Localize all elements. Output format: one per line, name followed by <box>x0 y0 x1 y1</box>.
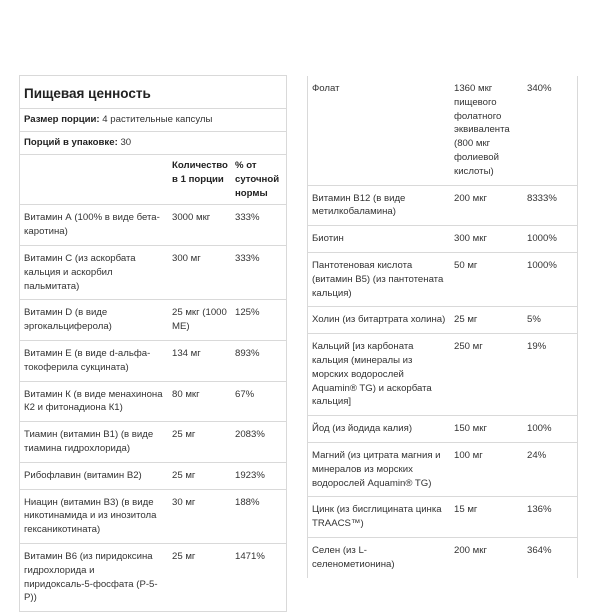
nutrient-daily-value: 24% <box>527 449 547 461</box>
servings-value: 30 <box>120 137 132 148</box>
nutrient-name: Витамин К (в виде менахинона К2 и фитонадиона К1) <box>24 388 163 414</box>
nutrient-name: Витамин С (из аскорбата кальция и аскорбил пальмитата) <box>24 252 136 292</box>
nutrient-amount: 25 мг <box>172 550 196 562</box>
nutrient-daily-value: 1000% <box>527 259 557 271</box>
nutrient-amount: 200 мкг <box>454 192 487 204</box>
header-amount: Количество в 1 порции <box>172 160 228 185</box>
nutrient-row <box>308 186 577 227</box>
nutrient-name: Витамин D (в виде эргокальциферола) <box>24 307 112 333</box>
nutrient-amount: 300 мг <box>172 252 201 264</box>
nutrient-daily-value: 2083% <box>235 429 265 441</box>
nutrient-amount: 80 мкг <box>172 388 200 400</box>
nutrient-name: Цинк (из бисглицината цинка TRAACS™) <box>312 504 442 530</box>
nutrient-list-left <box>20 205 286 611</box>
nutrient-amount: 30 мг <box>172 496 196 508</box>
nutrient-daily-value: 893% <box>235 347 260 359</box>
nutrient-name: Ниацин (витамин В3) (в виде никотинамида и из инозитола гексаникотината) <box>24 496 157 536</box>
nutrient-row <box>20 246 286 300</box>
nutrient-amount: 25 мг <box>172 469 196 481</box>
nutrient-daily-value: 333% <box>235 212 260 224</box>
nutrient-row <box>308 76 577 186</box>
nutrient-amount: 200 мкг <box>454 544 487 556</box>
nutrient-daily-value: 67% <box>235 388 255 400</box>
nutrient-row <box>20 422 286 463</box>
nutrient-amount: 300 мкг <box>454 233 487 245</box>
nutrient-amount: 1360 мкг пищевого фолатного эквивалента (800 мкг фолиевой кислоты) <box>454 83 510 177</box>
nutrient-daily-value: 8333% <box>527 192 557 204</box>
nutrient-name: Витамин Е (в виде d-альфа-токоферила сукцината) <box>24 347 151 373</box>
nutrient-name: Фолат <box>312 83 340 94</box>
nutrient-daily-value: 125% <box>235 307 260 319</box>
header-blank <box>20 155 168 204</box>
servings-per-container <box>20 132 286 155</box>
nutrient-row <box>20 463 286 490</box>
serving-size-value: 4 растительные капсулы <box>102 114 213 125</box>
serving-size <box>20 109 286 132</box>
nutrient-daily-value: 5% <box>527 314 541 326</box>
servings-label: Порций в упаковке: <box>24 137 118 148</box>
nutrient-name: Витамин А (100% в виде бета-каротина) <box>24 212 160 238</box>
nutrient-amount: 100 мг <box>454 449 483 461</box>
nutrient-row <box>308 497 577 538</box>
nutrient-amount: 134 мг <box>172 347 201 359</box>
nutrient-daily-value: 364% <box>527 544 552 556</box>
nutrient-row <box>20 382 286 423</box>
nutrient-daily-value: 333% <box>235 252 260 264</box>
nutrient-daily-value: 1923% <box>235 469 265 481</box>
nutrient-name: Селен (из L-селенометионина) <box>312 544 395 570</box>
nutrient-name: Биотин <box>312 233 344 245</box>
nutrient-daily-value: 188% <box>235 496 260 508</box>
nutrient-name: Магний (из цитрата магния и минералов из морских водорослей Aquamin® TG) <box>312 449 441 489</box>
column-header-row <box>20 155 286 205</box>
nutrient-row <box>308 334 577 416</box>
nutrient-row <box>308 416 577 443</box>
header-daily-value: % от суточной нормы <box>235 160 280 199</box>
nutrient-row <box>308 307 577 334</box>
nutrient-amount: 3000 мкг <box>172 212 211 224</box>
nutrient-daily-value: 136% <box>527 504 552 516</box>
nutrient-daily-value: 100% <box>527 423 552 435</box>
nutrient-row <box>308 538 577 578</box>
nutrient-amount: 25 мг <box>454 314 478 326</box>
nutrient-amount: 150 мкг <box>454 423 487 435</box>
nutrient-row <box>308 253 577 307</box>
nutrient-row <box>20 341 286 382</box>
nutrient-amount: 15 мг <box>454 504 478 516</box>
nutrient-row <box>20 490 286 544</box>
nutrition-panel-right <box>307 76 578 578</box>
nutrient-daily-value: 19% <box>527 341 547 353</box>
nutrient-row <box>308 226 577 253</box>
nutrition-panel-left <box>19 75 287 612</box>
nutrient-amount: 50 мг <box>454 259 478 271</box>
nutrient-row <box>20 300 286 341</box>
nutrient-list-right <box>308 76 577 578</box>
nutrient-amount: 25 мкг (1000 МЕ) <box>172 307 227 333</box>
nutrient-daily-value: 1471% <box>235 550 265 562</box>
nutrient-row <box>308 443 577 497</box>
serving-size-label: Размер порции: <box>24 114 100 125</box>
nutrient-amount: 25 мг <box>172 429 196 441</box>
nutrient-name: Тиамин (витамин В1) (в виде тиамина гидрохлорида) <box>24 429 154 454</box>
nutrient-name: Витамин В6 (из пиридоксина гидрохлорида и пиридоксаль-5-фосфата (Р-5-Р)) <box>24 550 158 604</box>
nutrient-name: Рибофлавин (витамин В2) <box>24 469 142 481</box>
nutrient-name: Йод (из йодида калия) <box>312 423 413 435</box>
nutrient-row <box>20 544 286 611</box>
nutrient-row <box>20 205 286 246</box>
nutrient-daily-value: 340% <box>527 83 552 94</box>
panel-title: Пищевая ценность <box>20 76 286 109</box>
nutrient-name: Кальций [из карбоната кальция (минералы из морских водорослей Aquamin® TG) и аскорбата кальция] <box>312 341 432 408</box>
nutrient-name: Витамин В12 (в виде метилкобаламина) <box>312 192 406 218</box>
nutrient-name: Холин (из битартрата холина) <box>312 314 446 326</box>
nutrient-amount: 250 мг <box>454 341 483 353</box>
nutrient-name: Пантотеновая кислота (витамин В5) (из пантотената кальция) <box>312 259 444 299</box>
nutrient-daily-value: 1000% <box>527 233 557 245</box>
